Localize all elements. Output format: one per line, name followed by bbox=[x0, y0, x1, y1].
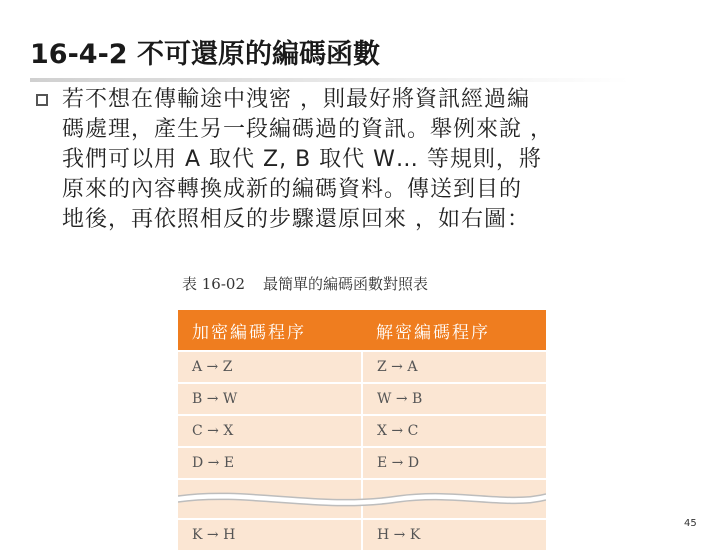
table-caption-text: 最簡單的編碼函數對照表 bbox=[263, 275, 429, 293]
paragraph-line: 地後，再依照相反的步驟還原回來 ，如右圖： bbox=[62, 207, 530, 232]
encrypt-cell: D → E bbox=[178, 447, 362, 479]
body-paragraph bbox=[62, 85, 702, 235]
decrypt-cell: H → K bbox=[362, 519, 546, 550]
header-encrypt: 加密編碼程序 bbox=[178, 310, 362, 351]
table-header-row bbox=[178, 310, 546, 351]
table-caption bbox=[182, 273, 428, 294]
decrypt-cell: X → C bbox=[362, 415, 546, 447]
title-underline bbox=[30, 78, 630, 82]
table-row bbox=[178, 383, 546, 415]
encrypt-cell: B → W bbox=[178, 383, 362, 415]
paragraph-line: 我們可以用 A 取代 Z, B 取代 W… 等規則，將 bbox=[62, 147, 542, 172]
encrypt-cell: A → Z bbox=[178, 351, 362, 383]
decrypt-cell: Z → A bbox=[362, 351, 546, 383]
table-row bbox=[178, 351, 546, 383]
decrypt-cell: W → B bbox=[362, 383, 546, 415]
page-number: 45 bbox=[684, 518, 697, 529]
table-row bbox=[178, 447, 546, 479]
table-break-wave bbox=[178, 484, 546, 510]
decrypt-cell: E → D bbox=[362, 447, 546, 479]
header-decrypt: 解密編碼程序 bbox=[362, 310, 546, 351]
table-caption-number: 表 16-02 bbox=[182, 275, 246, 293]
encoding-table bbox=[178, 310, 546, 550]
table-row bbox=[178, 415, 546, 447]
slide-title: 16-4-2 不可還原的編碼函數 bbox=[30, 39, 380, 70]
paragraph-line: 原來的內容轉換成新的編碼資料。傳送到目的 bbox=[62, 177, 523, 202]
paragraph-line: 碼處理，產生另一段編碼過的資訊。舉例來說 ， bbox=[62, 117, 553, 142]
table-row bbox=[178, 519, 546, 550]
paragraph-line: 若不想在傳輸途中洩密 ，則最好將資訊經過編 bbox=[62, 87, 530, 112]
encrypt-cell: C → X bbox=[178, 415, 362, 447]
encrypt-cell: K → H bbox=[178, 519, 362, 550]
hollow-square-bullet-icon bbox=[36, 94, 48, 106]
